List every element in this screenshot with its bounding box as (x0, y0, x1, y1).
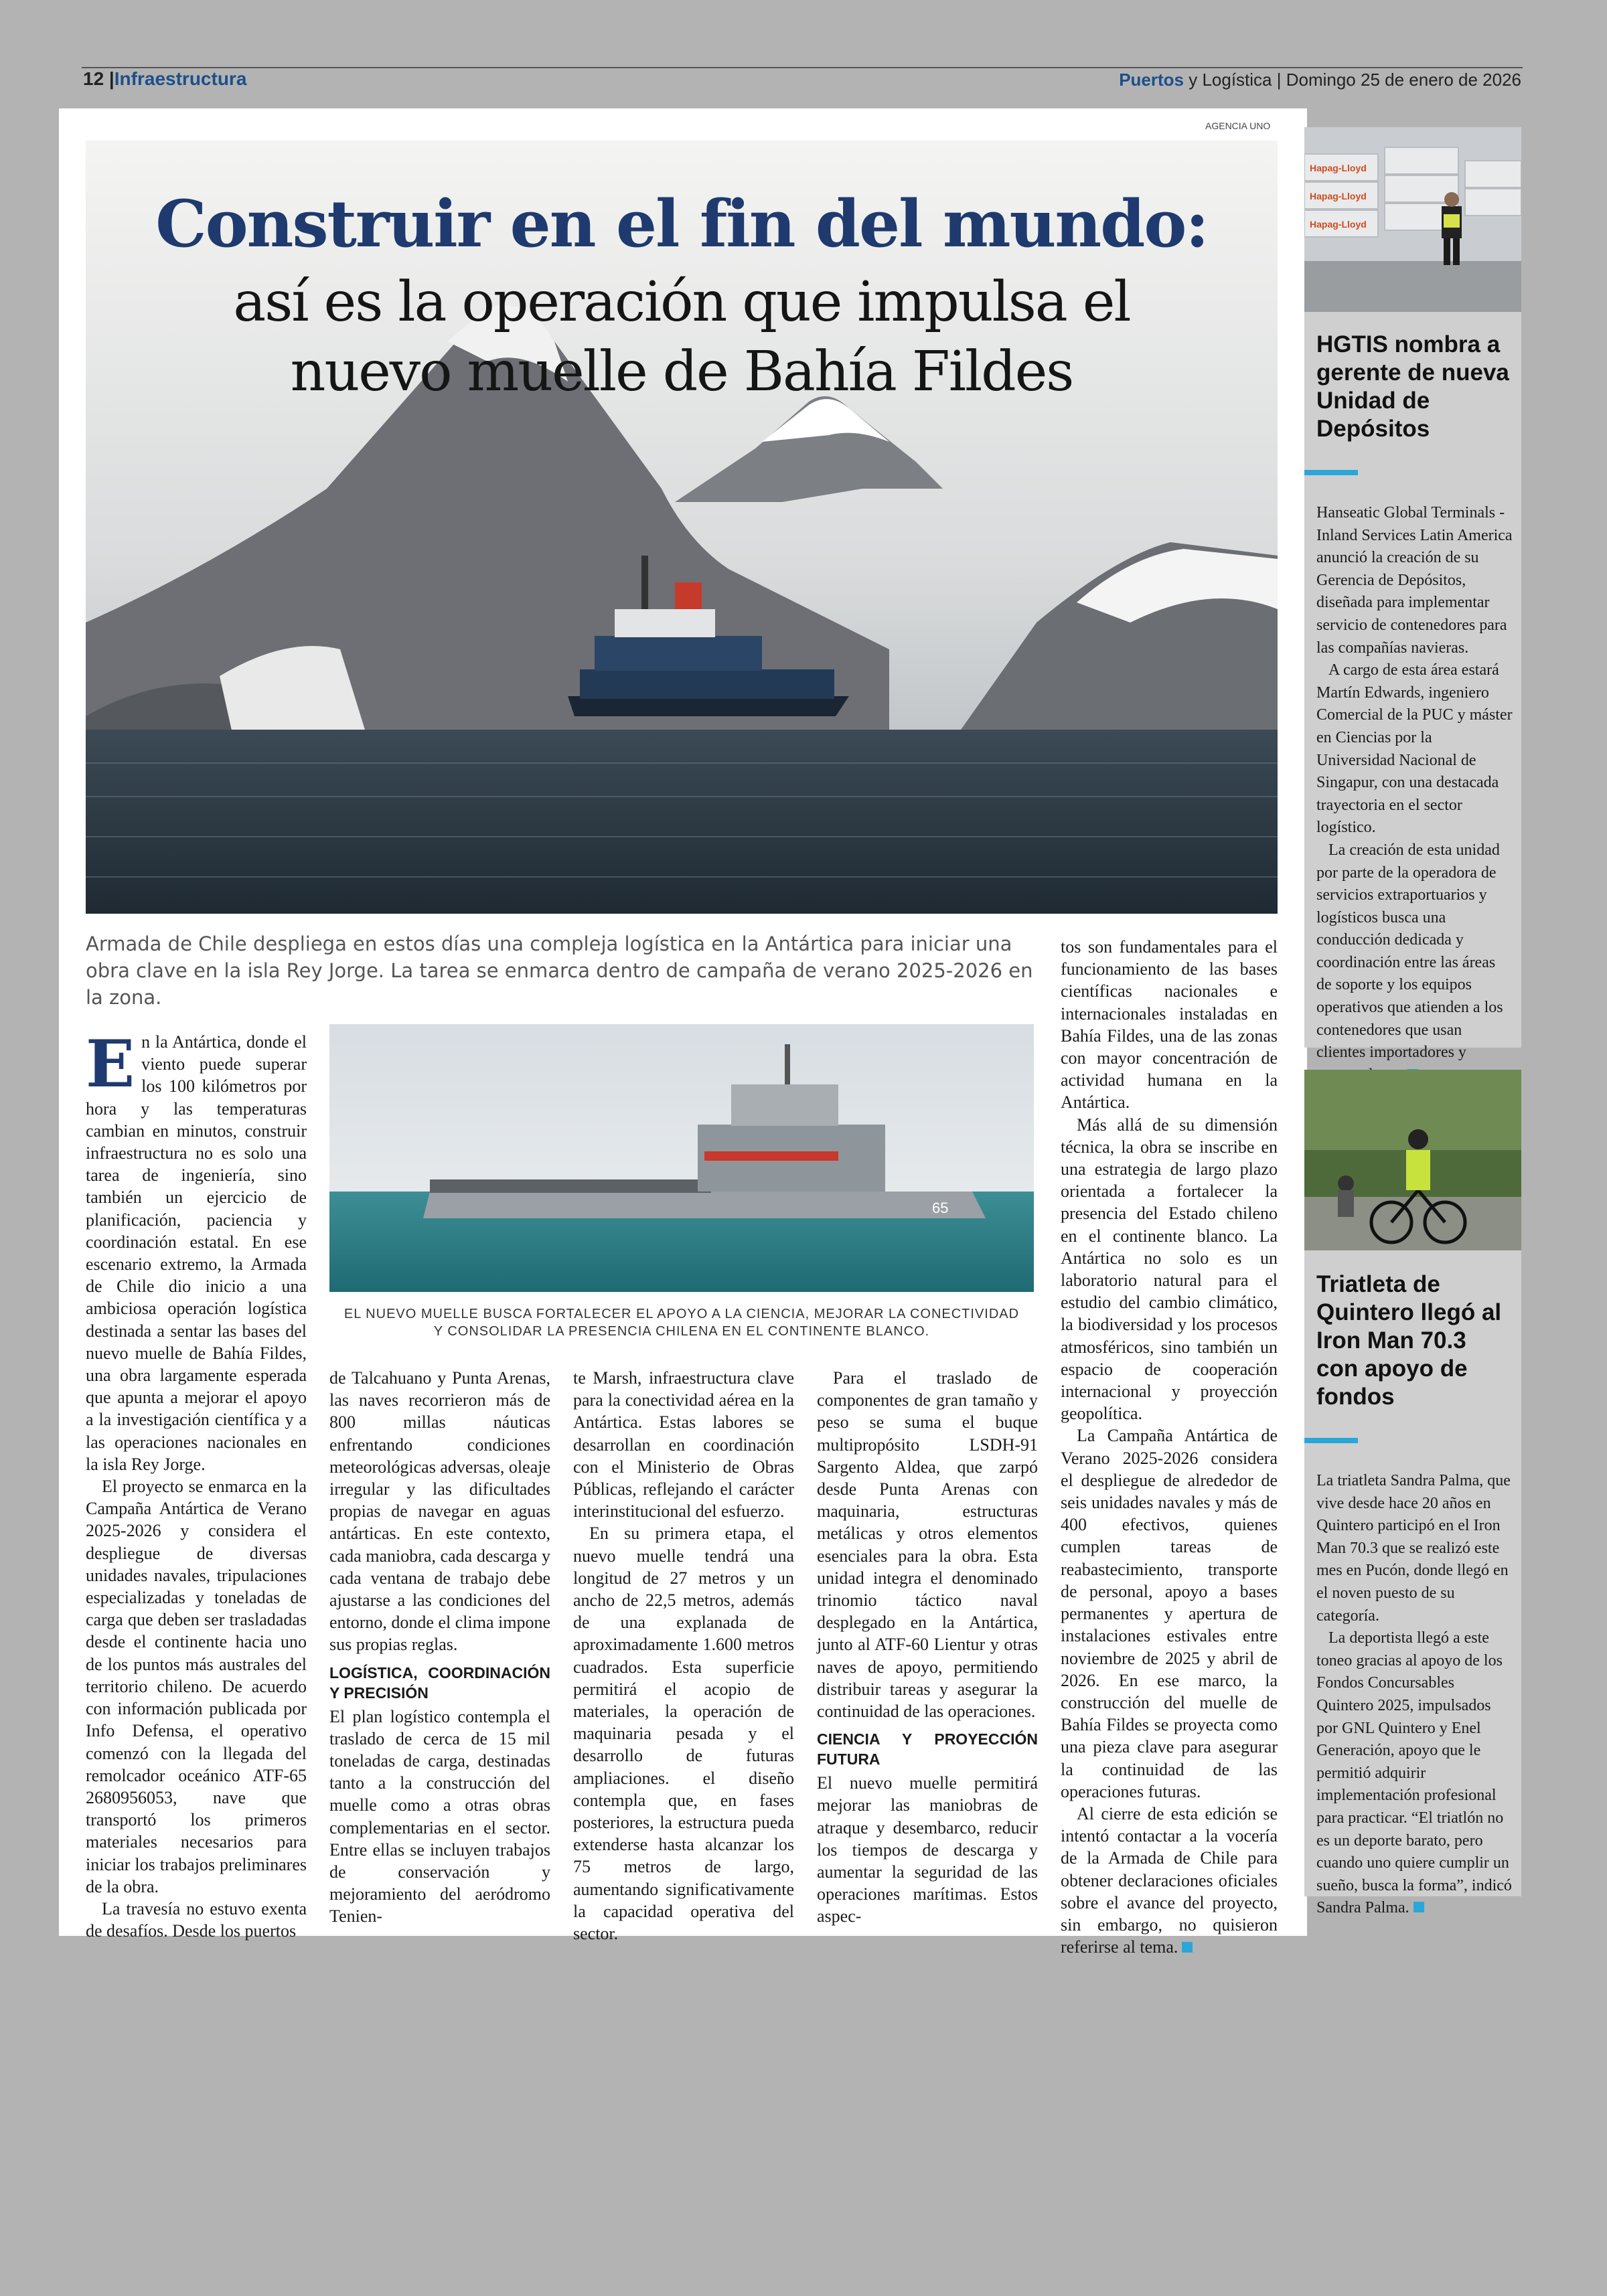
header-rule (82, 67, 1523, 68)
body-column-5 (1061, 936, 1278, 1958)
edition-date: Domingo 25 de enero de 2026 (1286, 70, 1521, 90)
tugboat-photo (329, 1024, 1034, 1292)
body-column-1 (86, 1026, 307, 1942)
article-lead: Armada de Chile despliega en estos días una compleja logística en la Antártica para iniciar una obra clave en la isla Rey Jorge. La tarea se enmarca dentro de campaña de verano 2025-2026 en la zona. (86, 932, 1033, 1009)
header-left: 12 |Infraestructura (83, 68, 247, 89)
col5-paragraph-1: tos son fundamentales para el funcionamiento de las bases científicas nacionales e internacionales instaladas en Bahía Fildes, una de las zonas con mayor concentración de actividad humana en la Antártica. (1061, 937, 1278, 1113)
page-number: 12 (83, 68, 104, 89)
sidebar-accent-bar-1 (1304, 470, 1358, 475)
col5-paragraph-2: Más allá de su dimensión técnica, la obra se inscribe en una estrategia de largo plazo orientada a fortalecer la presencia del Estado chileno en el continente blanco. La Antártica no solo es un laboratorio natural para el estudio del cambio climático, la biodiversidad y los procesos atmosféricos, sino también un espacio de cooperación internacional y proyección geopolítica. (1061, 1115, 1278, 1424)
col2-paragraph-2: El plan logístico contempla el traslado de cerca de 15 mil toneladas de carga, destinadas tanto a la construcción del muelle como a otras obras complementarias en el sector. Entre ellas se incluyen trabajos de conservación y mejoramiento del aeródromo Tenien- (329, 1706, 550, 1926)
drop-cap: E (86, 1026, 135, 1102)
col1-paragraph-3: La travesía no estuvo exenta de desafíos. Desde los puertos (86, 1898, 307, 1941)
sidebar-text-2 (1316, 1470, 1513, 1920)
col1-paragraph-1: n la Antártica, donde el viento puede superar los 100 kilómetros por hora y las temperaturas cambian en minutos, construir infraestructura no es solo una tarea de ingeniería, sino también un ejercicio de planificación, paciencia y coordinación estatal. En ese escenario extremo, la Armada de Chile dio inicio a una ambiciosa operación logística destinada a sentar las bases del nuevo muelle de Bahía Fildes, una obra largamente esperada que apunta a mejorar el apoyo a la investigación científica y a las operaciones nacionales en la isla Rey Jorge. (86, 1032, 307, 1474)
sidebar2-paragraph-2: La deportista llegó a este toneo gracias al apoyo de los Fondos Concursables Quintero 2025, impulsados por GNL Quintero y Enel Generación, apoyo que le permitió adquirir implementación profesional para practicar. “El triatlón no es un deporte barato, pero cuando uno quiere cumplir un sueño, busca la forma”, indicó Sandra Palma. (1316, 1629, 1512, 1917)
svg-text:65: 65 (932, 1200, 949, 1216)
container-label-3: Hapag-Lloyd (1310, 219, 1367, 230)
sidebar-title-2: Triatleta de Quintero llegó al Iron Man 70.3 con apoyo de fondos (1316, 1271, 1502, 1410)
container-label-1: Hapag-Lloyd (1310, 163, 1367, 173)
headline-line-2: así es la operación que impulsa el (233, 270, 1130, 334)
col4-paragraph-2: El nuevo muelle permitirá mejorar las maniobras de atraque y desembarco, reducir los tiempos de descarga y aumentar la seguridad de las operaciones marítimas. Estos aspec- (817, 1773, 1038, 1926)
headline-line-1: Construir en el fin del mundo: (155, 186, 1208, 262)
headline-line-3: nuevo muelle de Bahía Fildes (290, 340, 1073, 404)
brand-name: Puertos (1119, 70, 1184, 90)
sidebar1-paragraph-3: La creación de esta unidad por parte de la operadora de servicios extraportuarios y logísticos busca una conducción dedicada y coordinación entre las áreas de soporte y los equipos operativos que atienden a los contenedores que usan clientes importadores y (1316, 841, 1503, 1062)
sidebar-accent-bar-2 (1304, 1438, 1358, 1443)
sidebar-story-triathlete (1304, 1070, 1521, 1917)
photo2-caption (329, 1305, 1034, 1340)
cyclist-photo (1304, 1070, 1521, 1250)
subhead-science: CIENCIA Y PROYECCIÓN FUTURA (817, 1730, 1038, 1769)
col2-paragraph-1: de Talcahuano y Punta Arenas, las naves recorrieron más de 800 millas náuticas enfrentando condiciones meteorológicas adversas, oleaje irregular y las dificultades propias de navegar en aguas antárticas. En este contexto, cada maniobra, cada descarga y cada ventana de trabajo debe ajustarse a las condiciones del entorno, donde el clima impone sus propias reglas. (329, 1368, 550, 1655)
photo-credit: AGENCIA UNO (1205, 120, 1271, 131)
sidebar-text-1 (1316, 502, 1513, 1086)
container-yard-photo (1304, 127, 1521, 312)
header-right: Puertos y Logística | Domingo 25 de enero de 2026 (1119, 70, 1521, 90)
col5-paragraph-4: Al cierre de esta edición se intentó contactar a la vocería de la Armada de Chile para obtener declaraciones oficiales sobre el avance del proyecto, sin embargo, no quisieron referirse al tema. (1061, 1803, 1278, 1957)
col1-paragraph-2: El proyecto se enmarca en la Campaña Antártica de Verano 2025-2026 y considera el despliegue de diversas unidades navales, tripulaciones especializadas y toneladas de carga que deben ser trasladadas desde el continente hacia uno de los puntos más australes del territorio chileno. De acuerdo con información publicada por Info Defensa, el operativo comenzó con la llegada del remolcador oceánico ATF-65 2680956053, nave que transportó los primeros materiales necesarios para iniciar los trabajos preliminares de la obra. (86, 1477, 307, 1896)
col3-paragraph-2: En su primera etapa, el nuevo muelle tendrá una longitud de 27 metros y un ancho de 22,5 metros, además de una explanada de aproximadamente 1.600 metros cuadrados. Esta superficie permitirá el acopio de materiales, la operación de maquinaria pesada y el desarrollo de futuras ampliaciones. el diseño contempla que, en fases posteriores, la estructura pueda extenderse hasta alcanzar los 75 metros de largo, aumentando significativamente la capacidad operativa del sector. (573, 1524, 794, 1944)
col5-paragraph-3: La Campaña Antártica de Verano 2025-2026 considera el despliegue de alrededor de seis unidades navales y más de 400 efectivos, quienes cumplen tareas de reabastecimiento, transporte de personal, apoyo a bases permanentes y apertura de instalaciones estivales entre noviembre de 2025 y abril de 2026. En ese marco, la construcción del muelle de Bahía Fildes se proyecta como una pieza clave para asegurar la continuidad de las operaciones futuras. (1061, 1426, 1278, 1801)
section-name: Infraestructura (114, 68, 247, 89)
headline-lines (86, 268, 1278, 407)
end-mark-icon (1413, 1902, 1424, 1912)
photo2-caption-line-2: Y CONSOLIDAR LA PRESENCIA CHILENA EN EL CONTINENTE BLANCO. (433, 1324, 930, 1339)
subhead-logistics: LOGÍSTICA, COORDINACIÓN Y PRECISIÓN (329, 1663, 550, 1702)
photo2-caption-line-1: EL NUEVO MUELLE BUSCA FORTALECER EL APOYO A LA CIENCIA, MEJORAR LA CONECTIVIDAD (343, 1307, 1020, 1321)
sidebar1-paragraph-1: Hanseatic Global Terminals - Inland Services Latin America anunció la creación de su Gerencia de Depósitos, diseñada para implementar servicio de contenedores para las compañías navieras. (1316, 504, 1513, 657)
sidebar1-paragraph-2: A cargo de esta área estará Martín Edwards, ingeniero Comercial de la PUC y máster en Ciencias por la Universidad Nacional de Singapur, con una destacada trayectoria en el sector logístico. (1316, 661, 1513, 837)
body-column-4 (817, 1367, 1038, 1928)
body-column-2 (329, 1367, 550, 1928)
brand-name-rest: y Logística (1184, 70, 1272, 90)
col4-paragraph-1: Para el traslado de componentes de gran tamaño y peso se suma el buque multipropósito LSDH-91 Sargento Aldea, que zarpó desde Punta Arenas con maquinaria, estructuras metálicas y otros elementos esenciales para la obra. Esta unidad integra el denominado trinomio táctico naval desplegado en la Antártica, junto al ATF-60 Lientur y otras naves de apoyo, permitiendo distribuir tareas y asegurar la continuidad de las operaciones. (817, 1368, 1038, 1722)
container-label-2: Hapag-Lloyd (1310, 191, 1367, 201)
sidebar-story-hgtis (1304, 127, 1521, 1062)
body-column-3 (573, 1367, 794, 1945)
sidebar-title-1: HGTIS nombra a gerente de nueva Unidad de Depósitos (1316, 331, 1509, 442)
end-mark-icon (1182, 1942, 1193, 1953)
col3-paragraph-1: te Marsh, infraestructura clave para la conectividad aérea en la Antártica. Estas labores se desarrollan en coordinación con el Ministerio de Obras Públicas, reflejando el carácter interinstitucional del esfuerzo. (573, 1368, 794, 1522)
sidebar2-paragraph-1: La triatleta Sandra Palma, que vive desde hace 20 años en Quintero participó en el Iron Man 70.3 que se realizó este mes en Pucón, donde llegó en el noven puesto de su categoría. (1316, 1472, 1511, 1625)
